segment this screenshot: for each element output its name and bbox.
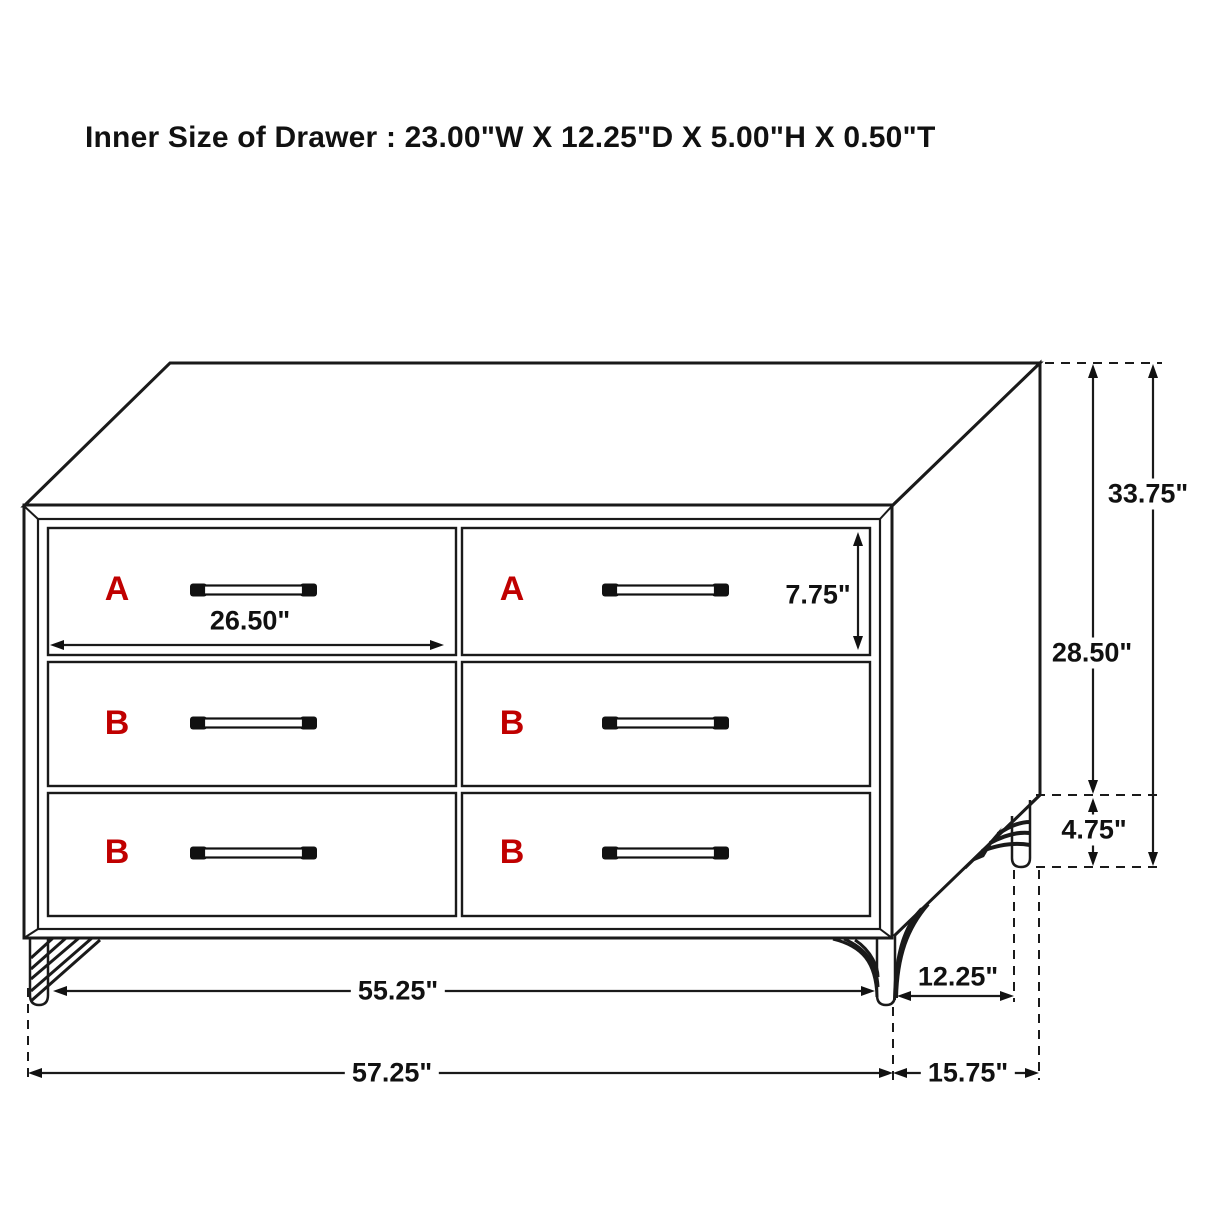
drawer-handle (190, 847, 317, 860)
dim-body-height (1088, 364, 1098, 794)
drawer-label-a2: A (499, 570, 525, 608)
dim-label-leg-height: 4.75" (1054, 815, 1133, 846)
dim-label-leg-span-width: 55.25" (351, 976, 445, 1007)
drawer-label-a1: A (104, 570, 130, 608)
dim-leg-span-width (53, 986, 875, 996)
dim-label-leg-span-depth: 12.25" (917, 961, 999, 992)
drawer-handle (190, 584, 317, 597)
drawer-handle (190, 717, 317, 730)
drawer-label-b4: B (499, 833, 525, 871)
drawer-label-b2: B (499, 704, 525, 742)
dim-label-body-height: 28.50" (1045, 638, 1139, 669)
dim-leg-span-depth (897, 991, 1014, 1001)
inner-size-note: Inner Size of Drawer : 23.00"W X 12.25"D X 5.00"H X 0.50"T (85, 121, 936, 154)
dim-label-overall-depth: 15.75" (921, 1058, 1015, 1089)
top-face (24, 363, 1040, 506)
dim-label-top-drawer-height: 7.75" (785, 579, 851, 610)
drawer-handle (602, 847, 729, 860)
drawer-label-b3: B (104, 833, 130, 871)
dim-label-total-height: 33.75" (1101, 479, 1195, 510)
drawer-handle (602, 584, 729, 597)
drawer-handle (602, 717, 729, 730)
drawer-label-b1: B (104, 704, 130, 742)
dim-label-drawer-front-width: 26.50" (209, 605, 291, 636)
dim-total-height (1148, 364, 1158, 866)
dim-overall-width (28, 1068, 893, 1078)
dim-label-overall-width: 57.25" (345, 1058, 439, 1089)
